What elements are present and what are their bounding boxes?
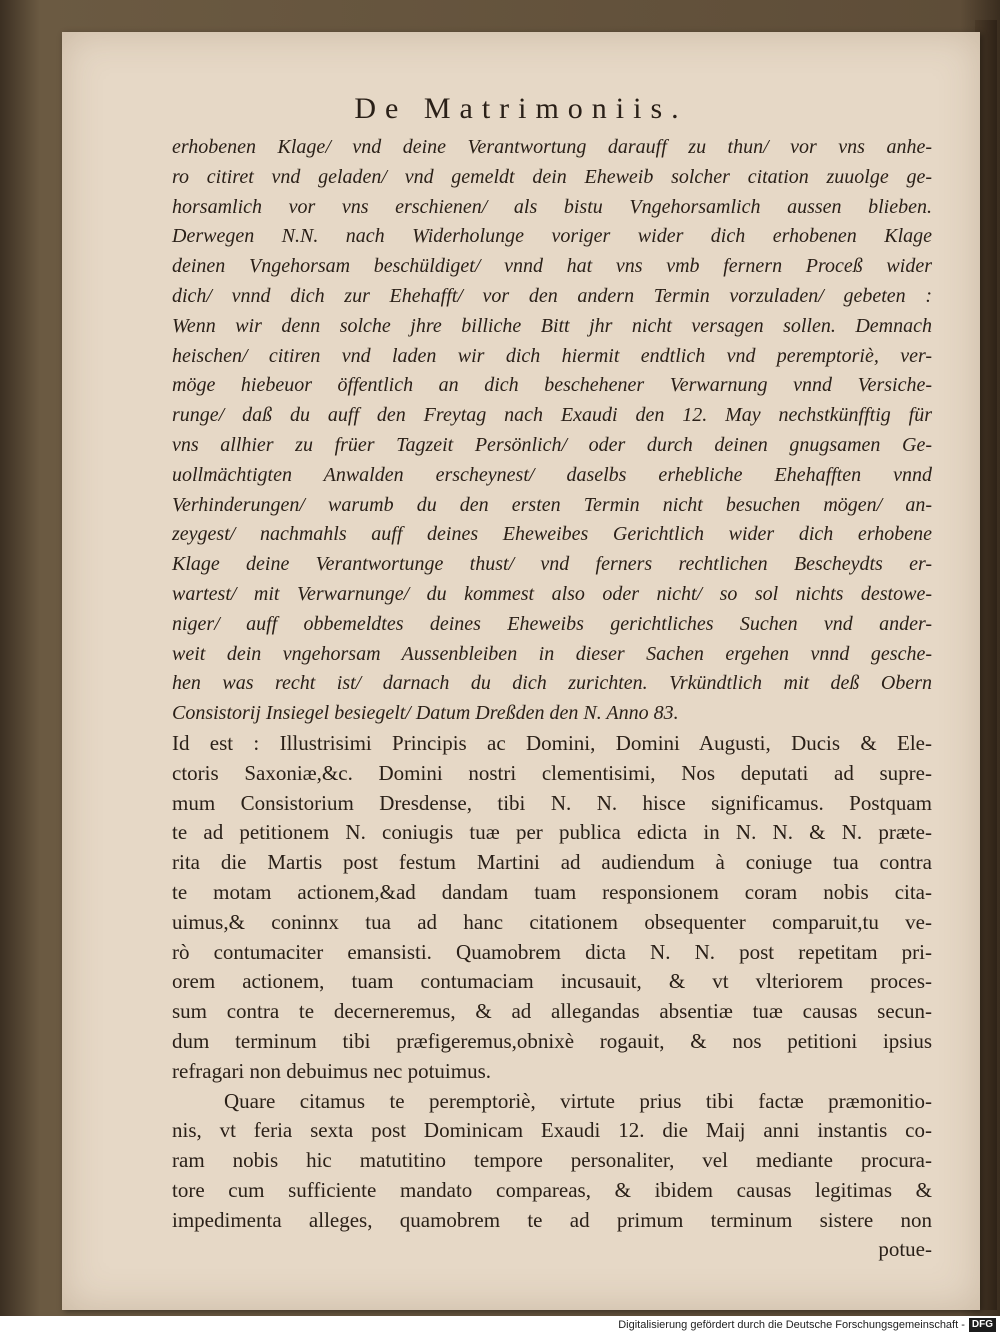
text-line: tore cum sufficiente mandato compareas, & ibidem causas legitimas &: [172, 1177, 932, 1202]
text-line: sum contra te decerneremus, & ad allegandas absentiæ tuæ causas secun-: [172, 999, 932, 1024]
text-line: te ad petitionem N. coniugis tuæ per publica edicta in N. N. & N. præte-: [172, 820, 932, 845]
text-line: ro citiret vnd geladen/ vnd gemeldt dein Eheweib solcher citation zuuolge ge-: [172, 165, 932, 188]
text-line: te motam actionem,&ad dandam tuam responsionem coram nobis cita-: [172, 879, 932, 904]
text-line: uimus,& coninnx tua ad hanc citationem obsequenter comparuit,tu ve-: [172, 909, 932, 934]
text-line: möge hiebeuor öffentlich an dich beschehener Verwarnung vnnd Versiche-: [172, 374, 932, 397]
text-line: zeygest/ nachmahls auff deines Eheweibes Gerichtlich wider dich erhobene: [172, 523, 932, 546]
text-line: Verhinderungen/ warumb du den ersten Termin nicht besuchen mögen/ an-: [172, 493, 932, 516]
text-line: orem actionem, tuam contumaciam incusauit, & vt vlteriorem proces-: [172, 969, 932, 994]
text-line: refragari non debuimus nec potuimus.: [172, 1058, 491, 1083]
text-line: mum Consistorium Dresdense, tibi N. N. hisce significamus. Postquam: [172, 790, 932, 815]
text-line: vns allhier zu früer Tagzeit Persönlich/ oder durch deinen gnugsamen Ge-: [172, 433, 932, 456]
running-head: De Matrimoniis.: [354, 92, 688, 125]
text-line: impedimenta alleges, quamobrem te ad primum terminum sistere non: [172, 1207, 932, 1232]
text-line: wartest/ mit Verwarnunge/ du kommest also oder nicht/ so sol nichts destowe-: [172, 582, 932, 605]
text-line: Klage deine Verantwortunge thust/ vnd ferners rechtlichen Bescheydts er-: [172, 553, 932, 576]
text-line: uollmächtigten Anwalden erscheynest/ daselbs erhebliche Ehehafften vnnd: [172, 463, 932, 486]
text-line: dich/ vnnd dich zur Ehehafft/ vor den andern Termin vorzuladen/ gebeten :: [172, 284, 932, 307]
text-line: weit dein vngehorsam Aussenbleiben in dieser Sachen ergehen vnnd gesche-: [172, 642, 932, 665]
digitization-footer: [0, 1316, 1000, 1335]
text-line: Quare citamus te peremptoriè, virtute prius tibi factæ præmonitio-: [224, 1088, 932, 1113]
page-body-text: [172, 133, 932, 1265]
text-line: Wenn wir denn solche jhre billiche Bitt jhr nicht versagen sollen. Demnach: [172, 314, 932, 337]
text-line: erhobenen Klage/ vnd deine Verantwortung darauff zu thun/ vor vns anhe-: [172, 136, 932, 158]
text-line: horsamlich vor vns erschienen/ als bistu Vngehorsamlich aussen blieben.: [172, 195, 932, 218]
text-line: dum terminum tibi præfigeremus,obnixè rogauit, & nos petitioni ipsius: [172, 1028, 932, 1053]
text-line: Id est : Illustrisimi Principis ac Domini, Domini Augusti, Ducis & Ele-: [172, 730, 932, 755]
text-line: ctoris Saxoniæ,&c. Domini nostri clementisimi, Nos deputati ad supre-: [172, 760, 932, 785]
text-line: hen was recht ist/ darnach du dich zurichten. Vrkündtlich mit deß Obern: [172, 672, 932, 695]
footer-credit: Digitalisierung gefördert durch die Deutsche Forschungsgemeinschaft -: [618, 1319, 965, 1331]
text-line: runge/ daß du auff den Freytag nach Exaudi den 12. May nechstkünfftig für: [172, 404, 932, 427]
text-line: deinen Vngehorsam beschüldiget/ vnnd hat vns vmb fernern Proceß wider: [172, 255, 932, 278]
text-line: niger/ auff obbemeldtes deines Eheweibs gerichtliches Suchen vnd ander-: [172, 612, 932, 635]
text-line: rita die Martis post festum Martini ad audiendum à coniuge tua contra: [172, 850, 932, 875]
text-line: nis, vt feria sexta post Dominicam Exaudi 12. die Maij anni instantis co-: [172, 1118, 932, 1143]
text-line: rò contumaciter emansisti. Quamobrem dicta N. N. post repetitam pri-: [172, 939, 932, 964]
text-line: Derwegen N.N. nach Widerholunge voriger wider dich erhobenen Klage: [172, 225, 932, 248]
text-line: heischen/ citiren vnd laden wir dich hiermit endtlich vnd peremptoriè, ver-: [172, 344, 932, 367]
text-line: potue-: [878, 1237, 932, 1262]
text-line: Consistorij Insiegel besiegelt/ Datum Dreßden den N. Anno 83.: [172, 702, 679, 725]
text-line: ram nobis hic matutitino tempore personaliter, vel mediante procura-: [172, 1148, 932, 1173]
dfg-logo: DFG: [969, 1318, 996, 1332]
